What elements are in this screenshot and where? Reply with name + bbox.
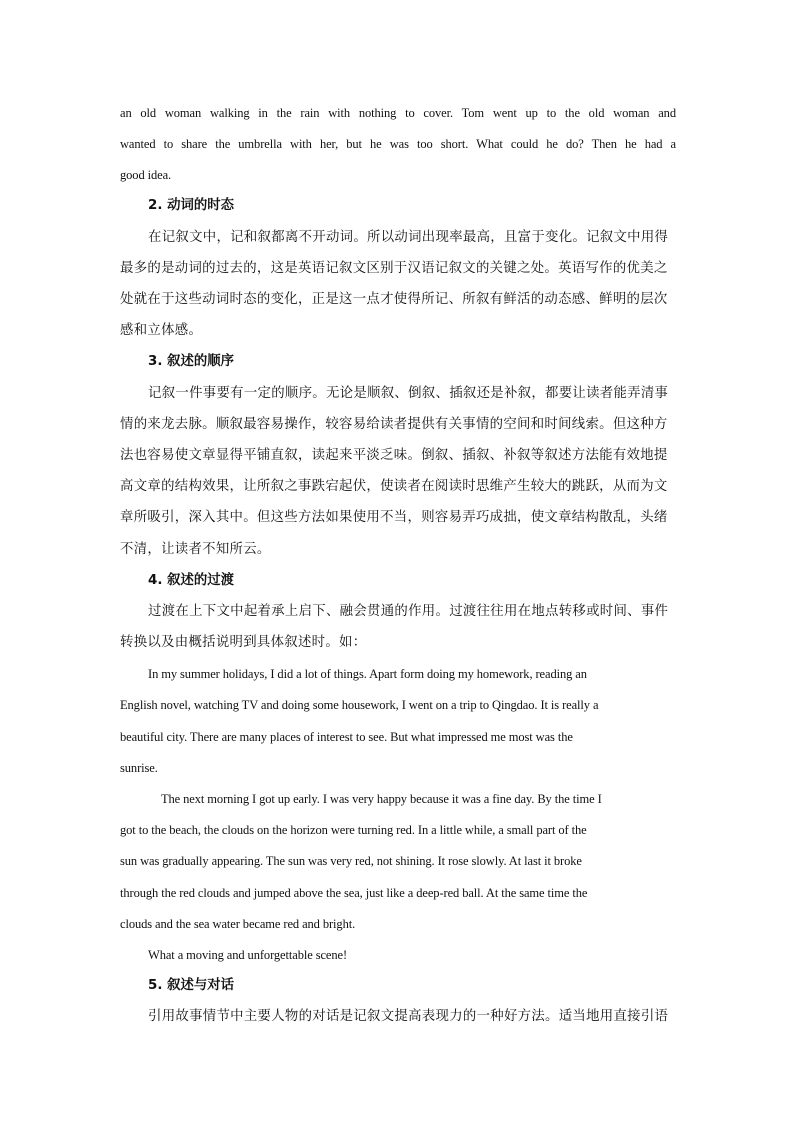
example-line: through the red clouds and jumped above the sea, just like a deep-red ball. At the same time the xyxy=(120,886,588,900)
paragraph-line: 转换以及由概括说明到具体叙述时。如： xyxy=(120,635,367,650)
example-line: English novel, watching TV and doing some housework, I went on a trip to Qingdao. It is really a xyxy=(120,698,599,712)
example-line: beautiful city. There are many places of interest to see. But what impressed me most was the xyxy=(120,730,573,744)
section-heading: 5. 叙述与对话 xyxy=(148,978,235,993)
paragraph-line: an old woman walking in the rain with nothing to cover. Tom went up to the old woman and xyxy=(120,106,676,120)
paragraph-line: 情的来龙去脉。顺叙最容易操作，较容易给读者提供有关事情的空间和时间线索。但这种方 xyxy=(120,417,668,432)
paragraph-line: 不清，让读者不知所云。 xyxy=(120,542,271,557)
example-line: In my summer holidays, I did a lot of things. Apart form doing my homework, reading an xyxy=(148,667,587,681)
paragraph-line: 处就在于这些动词时态的变化，正是这一点才使得所记、所叙有鲜活的动态感、鲜明的层次 xyxy=(120,292,668,307)
section-heading: 4. 叙述的过渡 xyxy=(148,573,235,588)
section-heading: 2. 动词的时态 xyxy=(148,198,235,213)
example-line: The next morning I got up early. I was very happy because it was a fine day. By the time I xyxy=(161,792,602,806)
paragraph-line: 章所吸引，深入其中。但这些方法如果使用不当，则容易弄巧成拙，使文章结构散乱，头绪 xyxy=(120,510,668,525)
example-line: clouds and the sea water became red and bright. xyxy=(120,917,356,931)
paragraph-line: 高文章的结构效果，让所叙之事跌宕起伏，使读者在阅读时思维产生较大的跳跃，从而为文 xyxy=(120,479,668,494)
paragraph-line: 引用故事情节中主要人物的对话是记叙文提高表现力的一种好方法。适当地用直接引语 xyxy=(148,1009,669,1024)
example-line: sunrise. xyxy=(120,761,158,775)
paragraph-line: 最多的是动词的过去的，这是英语记叙文区别于汉语记叙文的关键之处。英语写作的优美之 xyxy=(120,261,668,276)
paragraph-line: wanted to share the umbrella with her, but he was too short. What could he do? Then he had a xyxy=(120,137,676,151)
paragraph-line: 过渡在上下文中起着承上启下、融会贯通的作用。过渡往往用在地点转移或时间、事件 xyxy=(148,604,669,619)
paragraph-line: 法也容易使文章显得平铺直叙，读起来平淡乏味。倒叙、插叙、补叙等叙述方法能有效地提 xyxy=(120,448,668,463)
example-line: What a moving and unforgettable scene! xyxy=(148,948,348,962)
section-heading: 3. 叙述的顺序 xyxy=(148,354,235,369)
paragraph-line: 感和立体感。 xyxy=(120,323,203,338)
example-line: sun was gradually appearing. The sun was very red, not shining. It rose slowly. At last it broke xyxy=(120,854,582,868)
paragraph-line: 在记叙文中，记和叙都离不开动词。所以动词出现率最高，且富于变化。记叙文中用得 xyxy=(148,230,669,245)
paragraph-line: good idea. xyxy=(120,168,172,182)
example-line: got to the beach, the clouds on the horizon were turning red. In a little while, a small part of the xyxy=(120,823,587,837)
paragraph-line: 记叙一件事要有一定的顺序。无论是顺叙、倒叙、插叙还是补叙，都要让读者能弄清事 xyxy=(148,386,669,401)
